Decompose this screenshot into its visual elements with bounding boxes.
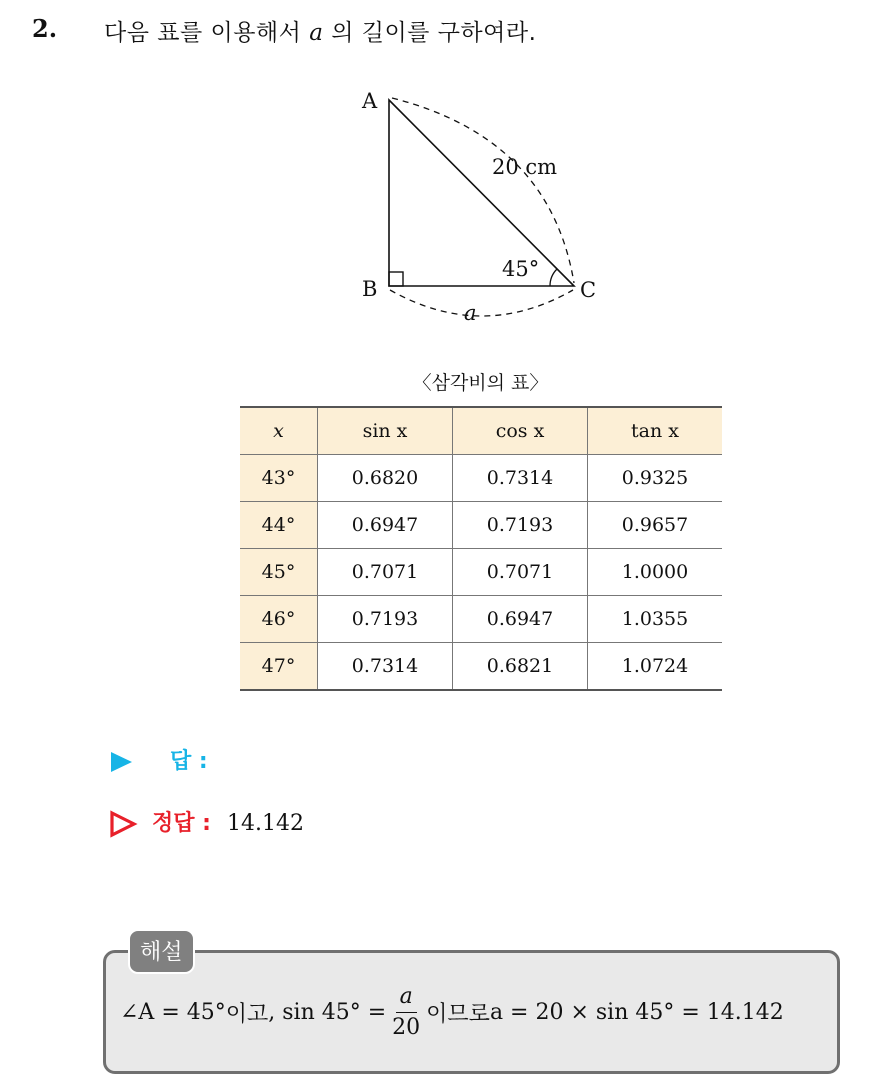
hypotenuse-label: 20 cm bbox=[492, 155, 558, 179]
right-angle-mark bbox=[389, 272, 403, 286]
explanation-fraction bbox=[392, 986, 420, 1039]
correct-answer-label: 정답 : bbox=[152, 811, 211, 836]
triangle-figure bbox=[340, 78, 620, 338]
answer-row bbox=[108, 744, 208, 775]
question-text bbox=[104, 14, 536, 47]
table-row bbox=[240, 643, 722, 691]
sin-cell: 0.7071 bbox=[318, 549, 453, 596]
cos-cell: 0.7314 bbox=[453, 455, 588, 502]
play-outline-icon bbox=[108, 810, 138, 838]
answer-label: 답 : bbox=[170, 749, 208, 774]
angle-cell: 45° bbox=[240, 549, 318, 596]
header-cos: cos x bbox=[453, 407, 588, 455]
explanation-part5: a = 20 × sin 45° = 14.142 bbox=[489, 1000, 784, 1025]
tan-cell: 0.9325 bbox=[588, 455, 723, 502]
explanation-part4: 이므로 bbox=[426, 1002, 490, 1027]
base-label: a bbox=[464, 301, 477, 325]
table-header-row bbox=[240, 407, 722, 455]
table-row bbox=[240, 596, 722, 643]
play-filled-icon bbox=[108, 749, 134, 775]
base-dashed-arc bbox=[390, 290, 573, 316]
angle-cell: 46° bbox=[240, 596, 318, 643]
explanation-tag: 해설 bbox=[128, 929, 195, 974]
angle-cell: 47° bbox=[240, 643, 318, 691]
question-variable: a bbox=[309, 20, 324, 46]
sin-cell: 0.6820 bbox=[318, 455, 453, 502]
angle-cell: 44° bbox=[240, 502, 318, 549]
cos-cell: 0.6947 bbox=[453, 596, 588, 643]
explanation-formula bbox=[120, 986, 784, 1039]
angle-arc bbox=[550, 269, 557, 286]
vertex-c-label: C bbox=[580, 278, 597, 302]
sin-cell: 0.6947 bbox=[318, 502, 453, 549]
tan-cell: 1.0724 bbox=[588, 643, 723, 691]
question-text-before: 다음 표를 이용해서 bbox=[104, 20, 310, 46]
angle-label: 45° bbox=[502, 257, 540, 281]
fraction-numerator: a bbox=[396, 986, 417, 1013]
cos-cell: 0.7071 bbox=[453, 549, 588, 596]
question-number: 2. bbox=[32, 14, 58, 43]
cos-cell: 0.6821 bbox=[453, 643, 588, 691]
trig-table bbox=[240, 406, 722, 691]
hypotenuse-dashed-arc bbox=[392, 98, 574, 283]
fraction-denominator: 20 bbox=[392, 1015, 421, 1040]
tan-cell: 0.9657 bbox=[588, 502, 723, 549]
sin-cell: 0.7314 bbox=[318, 643, 453, 691]
header-sin: sin x bbox=[318, 407, 453, 455]
sin-cell: 0.7193 bbox=[318, 596, 453, 643]
tan-cell: 1.0355 bbox=[588, 596, 723, 643]
cos-cell: 0.7193 bbox=[453, 502, 588, 549]
angle-cell: 43° bbox=[240, 455, 318, 502]
correct-answer-row bbox=[108, 806, 304, 838]
table-caption: 〈삼각비의 표〉 bbox=[412, 372, 549, 394]
vertex-a-label: A bbox=[362, 89, 378, 113]
table-row bbox=[240, 502, 722, 549]
triangle-shape bbox=[389, 100, 574, 286]
table-row bbox=[240, 549, 722, 596]
correct-answer-value: 14.142 bbox=[226, 811, 304, 836]
header-x: x bbox=[240, 407, 318, 455]
header-tan: tan x bbox=[588, 407, 723, 455]
vertex-b-label: B bbox=[362, 277, 378, 301]
tan-cell: 1.0000 bbox=[588, 549, 723, 596]
explanation-part1: ∠A = 45° bbox=[120, 1000, 226, 1025]
explanation-part3: , sin 45° = bbox=[268, 1000, 387, 1025]
table-row bbox=[240, 455, 722, 502]
question-text-after: 의 길이를 구하여라. bbox=[323, 20, 537, 46]
explanation-part2: 이고 bbox=[225, 1002, 269, 1027]
